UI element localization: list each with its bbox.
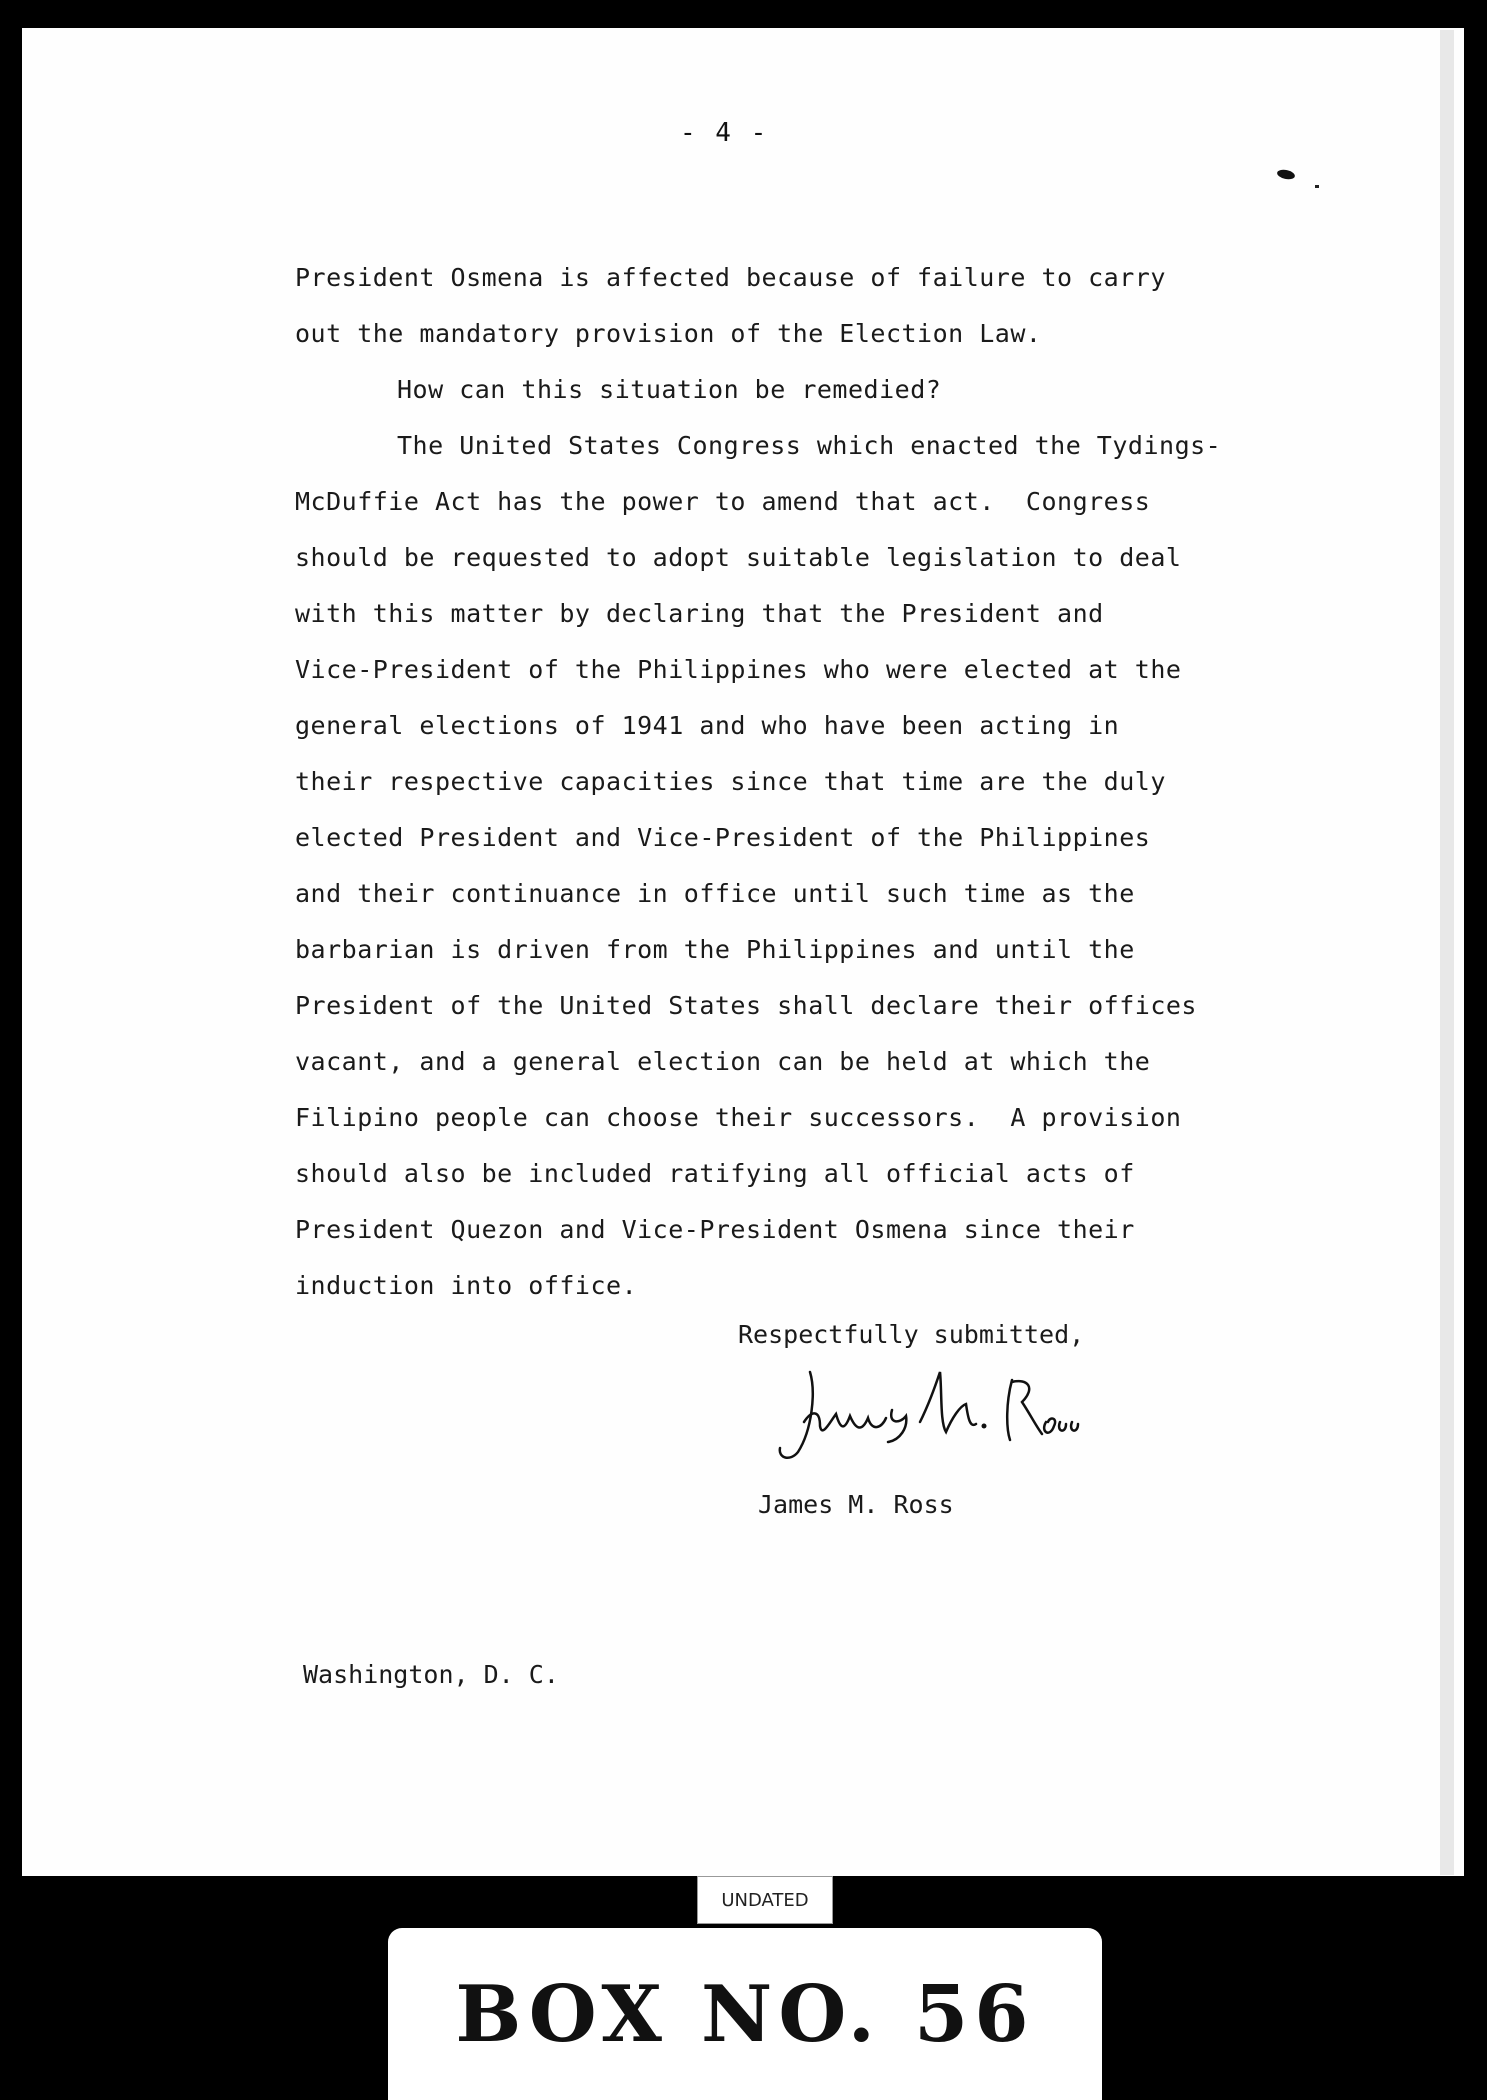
body-line: The United States Congress which enacted the Tydings-	[397, 431, 1222, 460]
body-line: their respective capacities since that time are the duly	[295, 767, 1166, 796]
body-line: should be requested to adopt suitable legislation to deal	[295, 543, 1182, 572]
body-line: barbarian is driven from the Philippines and until the	[295, 935, 1135, 964]
box-number-label: BOX NO. 56	[388, 1928, 1102, 2100]
page-number: - 4 -	[680, 118, 769, 148]
body-line: elected President and Vice-President of the Philippines	[295, 823, 1151, 852]
handwritten-signature	[760, 1352, 1110, 1482]
ink-speck	[1315, 185, 1319, 188]
body-line: President Osmena is affected because of failure to carry	[295, 263, 1166, 292]
body-line: President Quezon and Vice-President Osmena since their	[295, 1215, 1135, 1244]
letter-body	[295, 250, 1295, 1314]
body-line: How can this situation be remedied?	[397, 375, 942, 404]
body-line: out the mandatory provision of the Election Law.	[295, 319, 1042, 348]
body-line: should also be included ratifying all official acts of	[295, 1159, 1135, 1188]
undated-label: UNDATED	[697, 1876, 833, 1924]
signer-name: James M. Ross	[758, 1490, 954, 1519]
body-line: induction into office.	[295, 1271, 638, 1300]
body-line: Filipino people can choose their successors. A provision	[295, 1103, 1182, 1132]
body-line: general elections of 1941 and who have been acting in	[295, 711, 1120, 740]
body-line: McDuffie Act has the power to amend that act. Congress	[295, 487, 1151, 516]
body-line: with this matter by declaring that the President and	[295, 599, 1104, 628]
location: Washington, D. C.	[303, 1660, 559, 1689]
page-edge	[1440, 30, 1454, 1875]
body-line: and their continuance in office until such time as the	[295, 879, 1135, 908]
body-line: vacant, and a general election can be held at which the	[295, 1047, 1151, 1076]
body-line: President of the United States shall declare their offices	[295, 991, 1197, 1020]
body-line: Vice-President of the Philippines who were elected at the	[295, 655, 1182, 684]
closing-salutation: Respectfully submitted,	[738, 1320, 1085, 1349]
